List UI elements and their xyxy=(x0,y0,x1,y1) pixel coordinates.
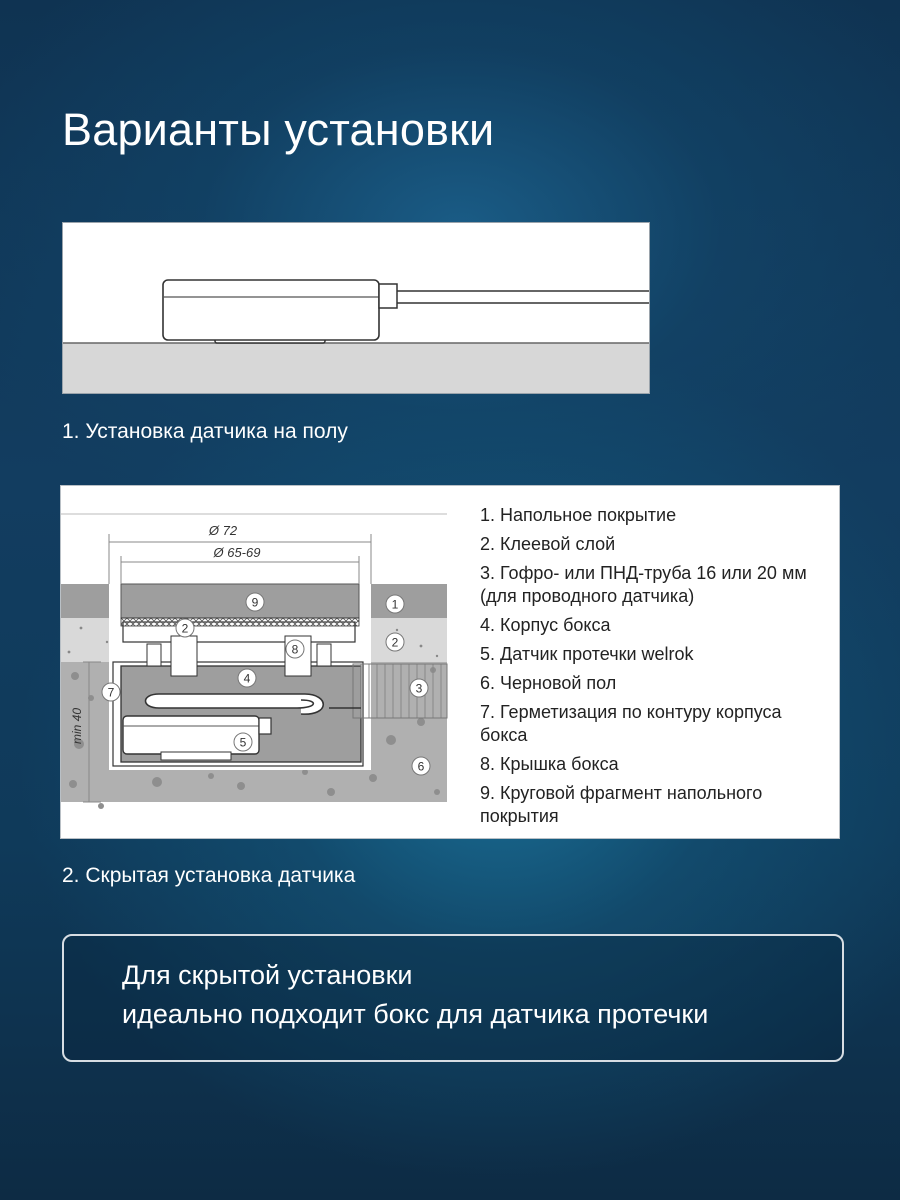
svg-text:3: 3 xyxy=(415,681,423,696)
info-note-line-1: Для скрытой установки xyxy=(122,960,413,990)
legend-item: 9. Круговой фрагмент напольного покрытия xyxy=(480,783,763,826)
hidden-install-illustration xyxy=(61,486,461,826)
hidden-install-caption: 2. Скрытая установка датчика xyxy=(62,864,356,887)
legend-item: 6. Черновой пол xyxy=(480,673,617,693)
svg-text:9: 9 xyxy=(251,595,259,610)
marker-2-left xyxy=(176,619,194,637)
svg-text:8: 8 xyxy=(291,642,299,657)
page-title: Варианты установки xyxy=(62,104,495,155)
marker-3 xyxy=(410,679,428,697)
dim-inner-label: Ø 65-69 xyxy=(213,545,261,560)
svg-text:7: 7 xyxy=(107,685,115,700)
marker-6 xyxy=(412,757,430,775)
marker-7 xyxy=(102,683,120,701)
floor-surface xyxy=(63,343,650,394)
floor-install-diagram xyxy=(62,222,650,394)
dim-outer-label: Ø 72 xyxy=(208,523,238,538)
svg-text:4: 4 xyxy=(243,671,251,686)
dim-depth-label: min 40 xyxy=(70,707,84,745)
corrugated-pipe xyxy=(353,664,447,718)
round-floor-fragment xyxy=(121,584,359,618)
marker-4 xyxy=(238,669,256,687)
floor-install-caption: 1. Установка датчика на полу xyxy=(62,420,348,443)
info-note-line-2: идеально подходит бокс для датчика протечки xyxy=(122,999,709,1029)
marker-5 xyxy=(234,733,252,751)
sensor-cable xyxy=(397,291,650,303)
svg-text:1: 1 xyxy=(391,597,399,612)
legend-item: 1. Напольное покрытие xyxy=(480,505,677,525)
info-note-box xyxy=(62,934,844,1062)
svg-text:6: 6 xyxy=(417,759,425,774)
legend-item: 3. Гофро- или ПНД-труба 16 или 20 мм (для проводного датчика) xyxy=(480,563,807,606)
marker-8 xyxy=(286,640,304,658)
leak-sensor-body xyxy=(163,280,379,340)
svg-text:2: 2 xyxy=(391,635,399,650)
svg-text:2: 2 xyxy=(181,621,189,636)
legend-item: 8. Крышка бокса xyxy=(480,754,619,774)
legend-item: 4. Корпус бокса xyxy=(480,615,611,635)
svg-text:5: 5 xyxy=(239,735,247,750)
legend-item: 5. Датчик протечки welrok xyxy=(480,644,694,664)
marker-1 xyxy=(386,595,404,613)
legend-list xyxy=(480,504,810,834)
legend-item: 7. Герметизация по контуру корпуса бокса xyxy=(480,702,782,745)
legend-item: 2. Клеевой слой xyxy=(480,534,616,554)
marker-9 xyxy=(246,593,264,611)
cable-gland xyxy=(379,284,397,308)
floor-install-illustration xyxy=(63,223,650,394)
marker-2-right xyxy=(386,633,404,651)
